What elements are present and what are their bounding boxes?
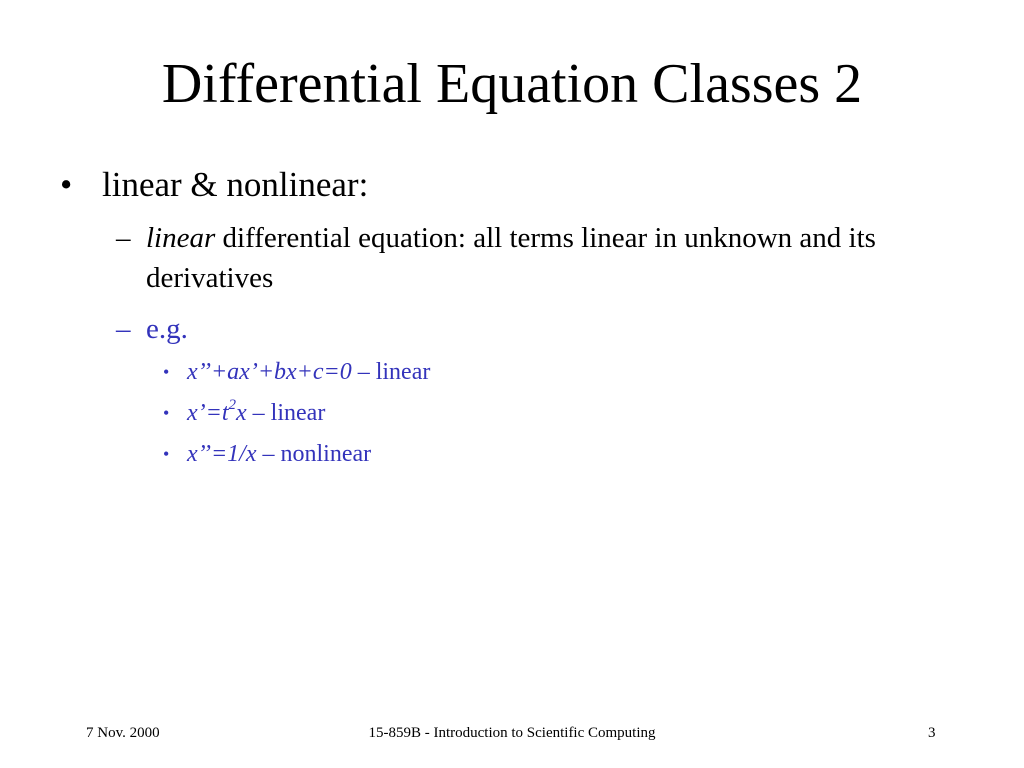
classification-label: nonlinear bbox=[280, 441, 372, 467]
classification-label: linear bbox=[375, 359, 431, 385]
equation-superscript: 2 bbox=[228, 397, 237, 413]
footer-page-number: 3 bbox=[928, 725, 936, 741]
definition-text: differential equation: all terms linear in unknown and its derivatives bbox=[146, 222, 876, 294]
sub-bullet-text: e.g. bbox=[146, 313, 188, 345]
equation: x’’+ax’+bx+c=0 bbox=[187, 359, 352, 385]
bullet-marker: • bbox=[163, 444, 170, 464]
footer-course-title: 15-859B - Introduction to Scientific Computing bbox=[368, 725, 656, 741]
bullet-marker: • bbox=[163, 362, 170, 382]
sub-bullet-linear-definition bbox=[116, 218, 976, 298]
emphasis-linear: linear bbox=[146, 222, 216, 254]
bullet-marker: • bbox=[60, 165, 73, 204]
separator: – bbox=[256, 441, 281, 467]
bullet-text: linear & nonlinear: bbox=[102, 165, 369, 204]
classification-label: linear bbox=[270, 400, 326, 426]
footer-date: 7 Nov. 2000 bbox=[86, 725, 160, 741]
example-text bbox=[187, 357, 430, 387]
dash-marker: – bbox=[116, 313, 131, 345]
slide-title: Differential Equation Classes 2 bbox=[161, 53, 863, 115]
example-item bbox=[163, 439, 371, 469]
equation-prefix: x’=t bbox=[187, 400, 229, 426]
example-item bbox=[163, 357, 430, 387]
separator: – bbox=[246, 400, 271, 426]
example-text bbox=[187, 398, 325, 428]
dash-marker: – bbox=[116, 222, 131, 254]
example-text bbox=[187, 439, 371, 469]
equation-suffix: x bbox=[236, 400, 247, 426]
sub-bullet-text bbox=[146, 218, 976, 298]
example-item bbox=[163, 398, 325, 428]
separator: – bbox=[351, 359, 376, 385]
equation: x’’=1/x bbox=[187, 441, 257, 467]
bullet-marker: • bbox=[163, 403, 170, 423]
sub-bullet-examples bbox=[116, 309, 976, 349]
